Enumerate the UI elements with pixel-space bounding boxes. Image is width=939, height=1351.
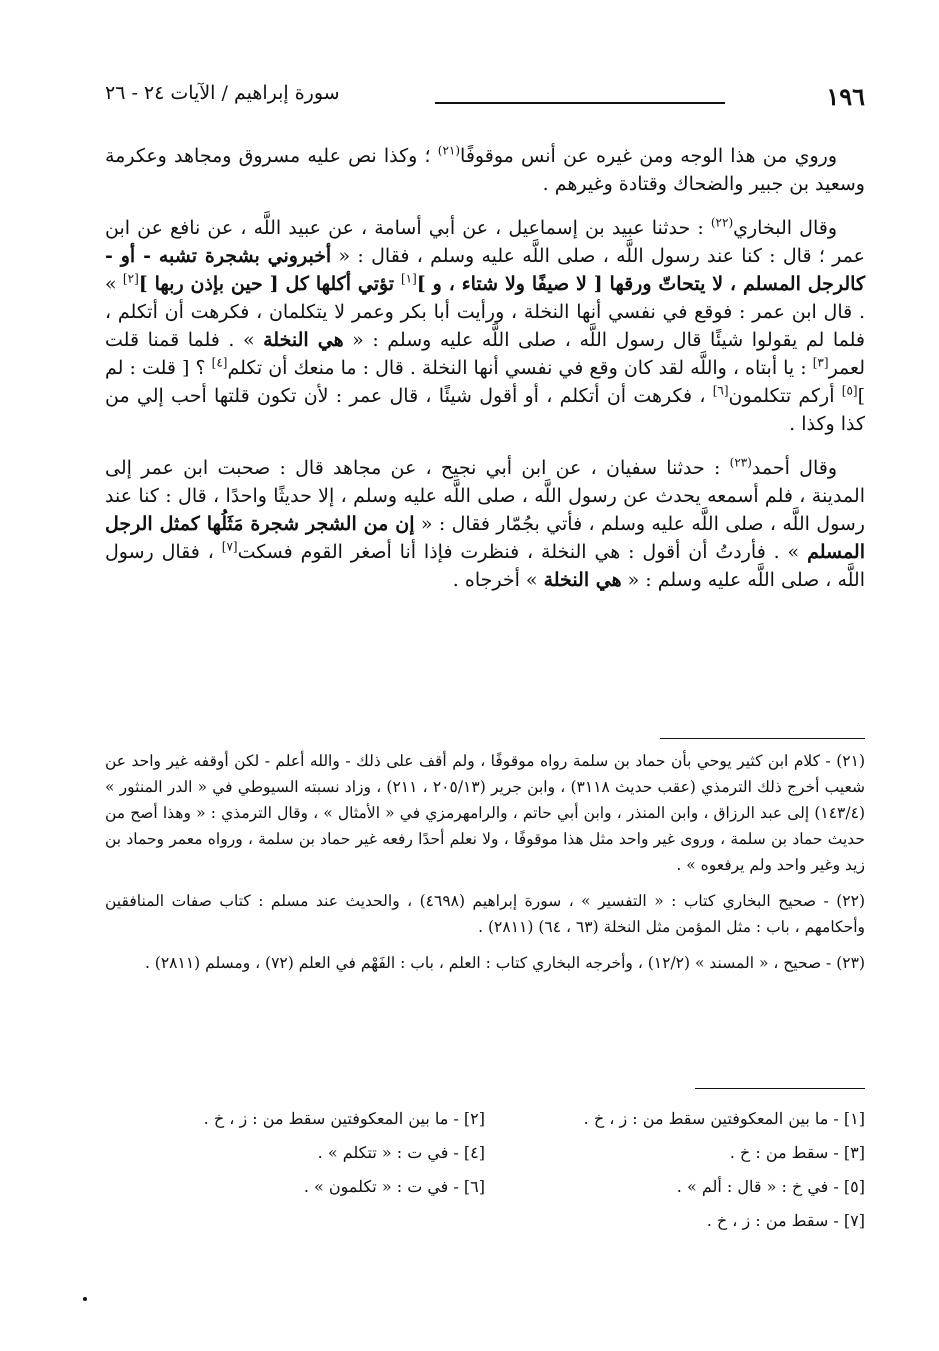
variant-note: [٤] - في ت : « تتكلم » .: [317, 1143, 485, 1162]
footnote: (٢٣) - صحيح ، « المسند » (١٢/٢) ، وأخرجه البخاري كتاب : العلم ، باب : الفَهْم في العلم (٧٢) ، ومسلم (٢٨١١) .: [144, 954, 865, 972]
variant-note: [٧] - سقط من : ز ، خ .: [706, 1211, 865, 1230]
variant-ref: [١]: [400, 271, 417, 286]
text: : حدثنا عبيد بن إسماعيل ، عن أبي أسامة ، عن عبيد اللَّه ، عن نافع عن ابن عمر ؛ قال : كنا عند رسول اللَّه ، صلى اللَّه عليه وسلم ، فقال : «: [105, 217, 865, 267]
header-rule: [435, 102, 725, 104]
footnote: (٢١) - كلام ابن كثير يوحي بأن حماد بن سلمة رواه موقوفًا ، ولم أقف على ذلك - والله أعلم - لكن أوقفه غير واحد عن شعيب أخرج ذلك الترمذي (عقب حديث ٣١١٨) ، وابن جرير (٢٠٥/١٣ ، ٢١١) ، وزاد نسبته السيوطي في « الدر المنثور » (١٤٣/٤) إلى عبد الرزاق ، وابن المنذر ، وابن أبي حاتم ، والرامهرمزي في « الأمثال » ، وقال الترمذي : « وهذا أصح من حديث حماد بن سلمة ، وروى غير واحد مثل هذا موقوفًا ، ولا نعلم أحدًا رفعه غير حماد بن سلمة ، ورواه معمر وحماد بن زيد وغير واحد ولم يرفعوه » .: [105, 752, 866, 874]
paragraph: [105, 142, 865, 198]
variant-empty: [105, 1204, 485, 1238]
hadith-text: هي النخلة: [543, 569, 622, 591]
hadith-text: هي النخلة: [263, 329, 344, 351]
text: » . فأردتُ أن أقول : هي النخلة ، فنظرت فإذا أنا أصغر القوم فسكت: [237, 541, 808, 563]
text: ؛ وكذا نص عليه مسروق ومجاهد وعكرمة وسعيد بن جبير والضحاك وقتادة وغيرهم .: [105, 145, 865, 195]
hadith-text: تؤتي أكلها كل [ حين بإذن ربها ]: [138, 273, 401, 295]
variant-ref: [٣]: [812, 355, 829, 370]
variant-ref: [٧]: [221, 539, 238, 554]
footnote-ref: (٢٣): [729, 455, 752, 470]
footnotes: [105, 748, 865, 976]
footnote-rule: [660, 738, 865, 739]
text: » . قال ابن عمر : فوقع في نفسي أنها النخلة ، ورأيت أبا بكر وعمر لا يتكلمان ، فكرهت أن أتكلم ، فلما لم يقولوا شيئًا قال رسول اللَّه ، صلى اللَّه عليه وسلم : «: [105, 273, 865, 351]
variant-note: [٣] - سقط من : خ .: [729, 1143, 865, 1162]
footnote-ref: (٢٢): [710, 215, 734, 230]
page-number: ١٩٦: [826, 82, 865, 111]
variant-row: [105, 1102, 865, 1136]
text: » أخرجاه .: [452, 569, 544, 591]
variant-ref: [٢]: [122, 271, 139, 286]
variant-ref: [٤]: [211, 355, 228, 370]
text: : يا أبتاه ، واللَّه لقد كان وقع في نفسي أنها النخلة . قال : ما منعك أن تكلم: [227, 357, 813, 379]
manuscript-variants: [105, 1102, 865, 1238]
variant-row: [105, 1136, 865, 1170]
hadith-text: إن من الشجر شجرة مَثَلُها كمثل الرجل المسلم: [105, 513, 865, 563]
text: » . فلما قمنا قلت لعمر: [105, 329, 865, 379]
variant-row: [105, 1170, 865, 1204]
variant-note: [١] - ما بين المعكوفتين سقط من : ز ، خ .: [583, 1109, 865, 1128]
variant-note: [٢] - ما بين المعكوفتين سقط من : ز ، خ .: [203, 1109, 485, 1128]
footnote: (٢٢) - صحيح البخاري كتاب : « التفسير » ، سورة إبراهيم (٤٦٩٨) ، والحديث عند مسلم : كتاب صفات المنافقين وأحكامهم ، باب : مثل المؤمن مثل النخلة (٦٣ ، ٦٤) (٢٨١١) .: [105, 892, 865, 936]
variant-row: [105, 1204, 865, 1238]
text: ، فكرهت أن أتكلم ، أو أقول شيئًا ، قال عمر : لأن تكون قلتها أحب إلي من كذا وكذا .: [105, 385, 865, 435]
variants-rule: [695, 1088, 865, 1089]
variant-ref: [٥]: [841, 383, 858, 398]
text: وروي من هذا الوجه ومن غيره عن أنس موقوفًا: [460, 145, 838, 167]
footnote-ref: (٢١): [437, 143, 461, 158]
paragraph: [105, 454, 865, 594]
paragraph: [105, 214, 865, 438]
page-header: [105, 82, 865, 118]
text: ، فقال رسول اللَّه ، صلى اللَّه عليه وسلم : «: [105, 541, 865, 591]
variant-note: [٥] - في خ : « قال : ألم » .: [676, 1177, 865, 1196]
text: وقال أحمد: [751, 457, 837, 479]
running-title: سورة إبراهيم / الآيات ٢٤ - ٢٦: [105, 82, 340, 104]
text: أركم تتكلمون: [728, 385, 842, 407]
scan-mark: [83, 1297, 87, 1301]
text: : حدثنا سفيان ، عن ابن أبي نجيح ، عن مجاهد قال : صحبت ابن عمر إلى المدينة ، فلم أسمعه يحدث عن رسول اللَّه ، صلى اللَّه عليه وسلم ، إلا حديثًا واحدًا ، قال : كنا عند رسول اللَّه ، صلى اللَّه عليه وسلم ، فأتي بجُمّار فقال : «: [105, 457, 865, 535]
variant-note: [٦] - في ت : « تكلمون » .: [303, 1177, 485, 1196]
text: ؟ [ قلت : لم ]: [105, 357, 866, 407]
main-text: [105, 142, 865, 594]
text: وقال البخاري: [733, 217, 837, 239]
hadith-text: أخبروني بشجرة تشبه - أو - كالرجل المسلم ، لا يتحاتّ ورقها [ لا صيفًا ولا شتاء ، و ]: [105, 245, 865, 295]
variant-ref: [٦]: [712, 383, 729, 398]
